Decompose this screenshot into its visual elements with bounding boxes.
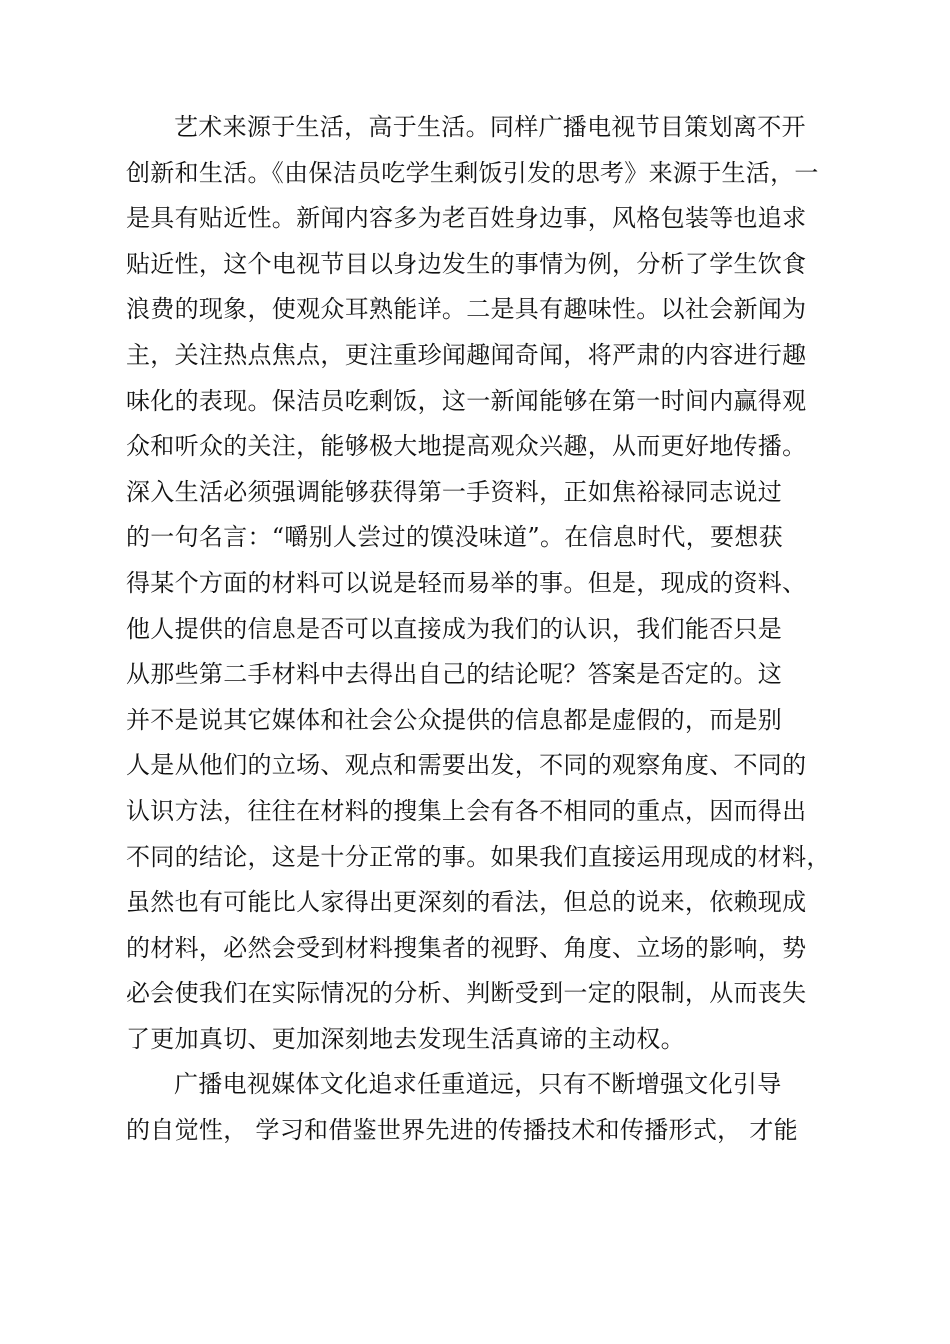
paragraph-line: 浪费的现象，使观众耳熟能详。二是具有趣味性。以社会新闻为	[126, 295, 807, 324]
paragraph-line: 他人提供的信息是否可以直接成为我们的认识，我们能否只是	[126, 614, 783, 643]
paragraph-line: 了更加真切、更加深刻地去发现生活真谛的主动权。	[126, 1024, 685, 1053]
paragraph-line: 从那些第二手材料中去得出自己的结论呢？答案是否定的。这	[126, 660, 783, 689]
paragraph-line: 的材料，必然会受到材料搜集者的视野、角度、立场的影响，势	[126, 933, 807, 962]
paragraph-line: 广播电视媒体文化追求任重道远，只有不断增强文化引导	[174, 1070, 782, 1099]
paragraph-line: 创新和生活。《由保洁员吃学生剩饭引发的思考》来源于生活，一	[126, 158, 819, 187]
paragraph-line: 众和听众的关注，能够极大地提高观众兴趣，从而更好地传播。	[126, 432, 807, 461]
paragraph-line: 是具有贴近性。新闻内容多为老百姓身边事，风格包装等也追求	[126, 204, 807, 233]
paragraph-line: 贴近性，这个电视节目以身边发生的事情为例，分析了学生饮食	[126, 249, 807, 278]
paragraph-line: 深入生活必须强调能够获得第一手资料，正如焦裕禄同志说过	[126, 477, 783, 506]
paragraph-line: 得某个方面的材料可以说是轻而易举的事。但是，现成的资料、	[126, 568, 807, 597]
paragraph-line: 认识方法，往往在材料的搜集上会有各不相同的重点，因而得出	[126, 796, 807, 825]
paragraph-line: 味化的表现。保洁员吃剩饭，这一新闻能够在第一时间内赢得观	[126, 386, 807, 415]
paragraph-line: 的自觉性， 学习和借鉴世界先进的传播技术和传播形式， 才能	[126, 1116, 798, 1145]
paragraph-line: 主，关注热点焦点，更注重珍闻趣闻奇闻，将严肃的内容进行趣	[126, 340, 807, 369]
paragraph-line: 虽然也有可能比人家得出更深刻的看法，但总的说来，依赖现成	[126, 888, 807, 917]
paragraph-line: 必会使我们在实际情况的分析、判断受到一定的限制，从而丧失	[126, 979, 807, 1008]
paragraph-line: 的一句名言：“嚼别人尝过的馍没味道”。在信息时代，要想获	[126, 523, 783, 552]
paragraph-line: 不同的结论，这是十分正常的事。如果我们直接运用现成的材料，	[126, 842, 831, 871]
paragraph-line: 人是从他们的立场、观点和需要出发，不同的观察角度、不同的	[126, 751, 807, 780]
paragraph-line: 艺术来源于生活，高于生活。同样广播电视节目策划离不开	[174, 113, 806, 141]
paragraph-line: 并不是说其它媒体和社会公众提供的信息都是虚假的，而是别	[126, 705, 783, 734]
body-text	[126, 105, 836, 1154]
